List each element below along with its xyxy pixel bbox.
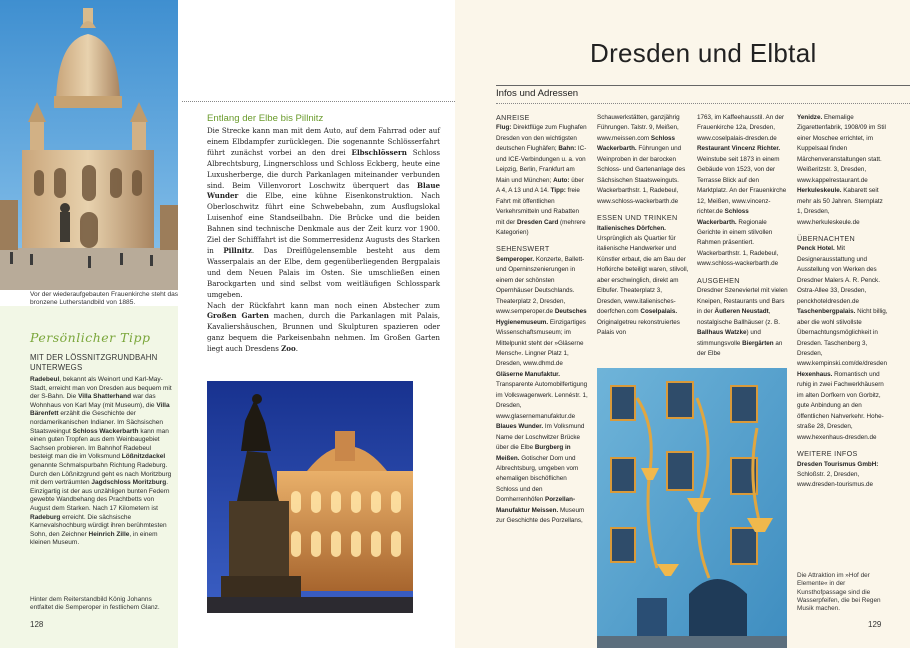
article-title: Entlang der Elbe bis Pillnitz [207, 113, 324, 124]
bold-term: Großen Garten [207, 311, 269, 321]
infos-rule-top [496, 85, 910, 86]
bold-term: Zoo [281, 344, 296, 354]
bold-term: Dresden Tourismus GmbH: [797, 460, 879, 468]
text-run: Schauwerkstätten, ganzjährig Führungen. Talstr. 9, Meißen, www.meissen.com [597, 114, 680, 142]
article-divider [182, 101, 455, 102]
text-run: Weinstube seit 1873 in einem Gebäude von 1523, von der Terrasse Blick auf den Marktplatz. An der Frauenkirche 12, Meißen, www.vincenz-richter.de [697, 155, 787, 216]
chapter-title: Dresden und Elbtal [590, 38, 817, 68]
bold-term: Gläserne Manufaktur. [496, 370, 561, 378]
bold-term: Auto: [553, 176, 570, 184]
bold-term: Schloss Wackerbarth. [597, 134, 676, 153]
bold-term: Elbschlössern [351, 147, 407, 157]
section-heading: ÜBERNACHTEN [797, 233, 856, 243]
bold-term: Flug: [496, 124, 512, 132]
bold-term: Schloss Wackerbarth [72, 427, 139, 435]
text-run: freie Fahrt mit öffentlichen Verkehrsmitteln und Rabatten mit der [496, 187, 580, 226]
bold-term: Deutsches Hygienemuseum. [496, 308, 587, 326]
bold-term: Italienisches Dörfchen. [597, 224, 666, 232]
text-run: ) und stimmungsvolle [697, 329, 761, 347]
text-run: Ehemalige Zigarettenfabrik, 1908/09 im Stil einer Moschee errichtet, im Kuppelsaal finden Märchenveranstaltungen statt. Weißeritzstr. 3, Dresden, www.kappelrestaurant.de [797, 114, 886, 184]
article-paragraph [207, 301, 440, 356]
bold-term: Porzellan-Manufaktur Meissen. [496, 496, 576, 514]
text-run: 1763, im Kaffeehausstil. An der Frauenkirche 12a, Dresden, www.coselpalais-dresden.de [697, 114, 785, 142]
caption-kunsthofpassage: Die Attraktion im »Hof der Elemente« in der Kunsthofpassage sind die Wasserpfeifen, die bei Regen Musik machen. [797, 572, 881, 613]
bold-term: Burgberg in Meißen. [496, 444, 571, 462]
caption-frauenkirche: Vor der wiederaufgebauten Frauenkirche steht das bronzene Lutherstandbild von 1885. [30, 291, 179, 307]
caption-semperoper: Hinter dem Reiterstandbild König Johanns entfaltet die Semperoper in festlichem Glanz. [30, 596, 160, 612]
bold-term: Taschenbergpalais. [797, 308, 856, 316]
text-run: . [295, 344, 299, 354]
bold-term: Semperoper. [496, 255, 535, 263]
text-run: machen, durch die Parkanlagen mit Palais, Kavaliershäuschen, Brunnen und Skulpturen spazieren oder ganz bequem die Parkeisenbahn nehmen. Im Großen Garten liegt auch Dresdens [207, 311, 440, 354]
semperoper-photo [207, 381, 413, 613]
text-run: Konzerte, Ballett- und Operninszenierungen in einem der schönsten Opernhäuser Deutschlands. Theaterplatz 2, Dresden, www.semperoper.de [496, 255, 585, 316]
text-run: an der Elbe [697, 339, 783, 357]
bold-term: Jagdschloss Moritzburg [91, 479, 167, 487]
text-run: Direktflüge zum Flughafen Dresden von den wichtigsten deutschen Flughäfen; [496, 124, 587, 153]
info-column-1 [496, 113, 588, 527]
text-run: Dresdner Szeneviertel mit vielen Kneipen, Restaurants und Bars in der [697, 287, 788, 316]
frauenkirche-photo [0, 0, 178, 290]
text-run: Gotischer Dom und Albrechtsburg, umgeben vom ehemaligen bischöflichen Schloss und den Domherrenhöfen [496, 454, 579, 504]
text-run: Die Strecke kann man mit dem Auto, auf dem Fahrrad oder auf einem Elbdampfer zurücklegen. Die sogenannte Schlösserfahrt führt zunächst vorbei an den drei [207, 126, 440, 157]
text-run: Nicht billig, aber die wohl stilvollste Übernachtungsmöglichkeit in Dresden. Taschenberg 3, Dresden, www.kempinski.com/de/dresden [797, 308, 888, 368]
infos-title: Infos und Adressen [496, 88, 579, 99]
text-run: Einzigartiges Wissenschaftsmuseum; im Mittelpunkt steht der »Gläserne Mensch«. Lingner Platz 1, Dresden, www.dhmd.de [496, 318, 586, 368]
text-run: Kabarett seit mehr als 50 Jahren. Sternplatz 1, Dresden, www.herkuleskeule.de [797, 187, 883, 226]
bold-term: Villa Shatterhand [78, 393, 132, 401]
bold-term: Villa Bärenfett [30, 401, 170, 418]
tipp-body [30, 376, 172, 548]
bold-term: Lößnitzdackel [121, 453, 166, 461]
bold-term: Hexenhaus. [797, 370, 833, 378]
bold-term: Coselpalais. [640, 308, 678, 316]
text-run: erreicht. Die sächsische Karnevalshochburg würdigt ihren berühmtesten Sohn, den Zeichner [30, 513, 167, 538]
text-run: Ursprünglich als Quartier für italienische Handwerker und Künstler erbaut, die am Bau der Hofkirche beteiligt waren, stilvoll, aber erschwinglich, direkt am Elbufer. Theaterplatz 3, Dresden, www.italienisches-doerfchen.com [597, 234, 689, 316]
section-heading: WEITERE INFOS [797, 449, 858, 459]
text-run: die Elbe, eine kühne Eisenkonstruktion. Nach Oberloschwitz führt eine Schwebebahn, zum Ausflugslokal Luisenhof eine Standseilbahn. Die Brücke und die beiden Bahnen sind technische Denkmale aus der Zeit kurz vor 1900. Ziel der Schifffahrt ist die Sommerresidenz Augusts des Starken in [207, 191, 440, 255]
tipp-heading [30, 353, 172, 372]
bold-term: Äußeren Neustadt [714, 308, 769, 316]
bold-term: Radeburg [30, 513, 61, 521]
text-run: Führungen und Weinproben in der barocken Schloss- und Gartenanlage des Sächsischen Staatsweinguts. Wackerbarthstr. 1, Radebeul, www.schloss-wackerbarth.de [597, 145, 686, 205]
text-run: Schloßstr. 2, Dresden, www.dresden-tourismus.de [797, 470, 873, 489]
text-run: , bekannt als Weinort und Karl-May-Stadt, erreicht man von Dresden aus bequem mit der S-Bahn. Die [30, 376, 172, 401]
text-run: Originalgetreu rekonstruiertes Palais von [597, 318, 680, 337]
text-run: , nostalgische Ballhäuser (z. B. [697, 308, 780, 326]
bold-term: Heinrich Zille [88, 530, 130, 538]
bold-term: Blaue Wunder [207, 180, 440, 201]
text-run: . Das Dreiflügelensemble besteht aus dem Wasserpalais an der Elbe, dem gegenüberliegenden Bergpalais und dem Neuen Palais im Osten. Sie umschließen einen Barockgarten und sind selbst vom weitläufigen Schlosspark umgeben. [207, 245, 441, 299]
text-run: , in einem kleinen Museum. [30, 530, 158, 547]
page-number-left: 128 [30, 620, 44, 629]
text-run: Museum zur Geschichte des Porzellans, [496, 506, 585, 525]
text-run: genannte Schmalspurbahn Richtung Radeburg. Durch den Lößnitzgrund geht es nach Moritzburg mit dem verträumten [30, 461, 172, 487]
section-heading: AUSGEHEN [697, 275, 740, 285]
text-run: erzählt die Geschichte der nordamerikanischen Indianer. Im Sächsischen Staatsweingut [30, 410, 163, 435]
bold-term: Dresden Card [517, 218, 559, 226]
text-run: kann man einen guten Tropfen aus dem Weinbaugebiet Sachsen probieren. Im Bahnhof Radebeul besteigt man die im Volksmund [30, 427, 169, 461]
tipp-title: Persönlicher Tipp [30, 330, 151, 345]
text-run: . Einzigartig ist der aus unzähligen bunten Federn gewebte Wandbehang des Prachtbetts von August dem Starken. Nach 17 Kilometern ist [30, 479, 170, 512]
info-column-4 [797, 113, 889, 491]
text-run: Romantisch und ruhig in zwei Fachwerkhäusern im alten Dorfkern von Gorbitz, gute Anbindung an den öffentlichen Nahverkehr. Hohestraße 28, Dresden, www.hexenhaus-dresden.de [797, 370, 884, 441]
text-run: war das Wohnhaus von Karl May (mit Museum), die [30, 393, 157, 409]
text-run: Regionale Gerichte in einem stilvollen Rahmen präsentiert. Wackerbarthstr. 1, Radebeul, www.schloss-wackerbarth.de [697, 218, 779, 268]
bold-term: Ballhaus Watzke [697, 329, 747, 337]
kunsthofpassage-photo [597, 368, 787, 648]
bold-term: Bahn: [558, 145, 577, 153]
bold-term: Penck Hotel. [797, 245, 835, 253]
text-run: Transparente Automobilfertigung im Volkswagenwerk. Lennéstr. 1, Dresden, www.glasernemanufaktur.de [496, 381, 588, 420]
info-column-2 [597, 113, 689, 339]
tipp-heading-line2: UNTERWEGS [30, 362, 83, 372]
text-run: Nach der Rückfahrt kann man noch einen Abstecher zum [207, 300, 440, 310]
text-run: Mit Designerausstattung und Ausstellung von Werken des Dresdner Malers A. R. Penck. Ostra-Allee 33, Dresden, penckhoteldresden.de [797, 245, 880, 305]
bold-term: Yenidze. [797, 114, 823, 121]
bold-term: Herkuleskeule. [797, 187, 842, 195]
section-heading: ESSEN UND TRINKEN [597, 213, 678, 223]
text-run: Schloss Albrechtsburg, Lingnerschloss und Schloss Eckberg, heute eine Luxusherberge, die durch Parkanlagen miteinander verbunden sind. Beim Villenvorort Loschwitz überquert das [207, 147, 440, 190]
section-heading: SEHENSWERT [496, 244, 550, 254]
section-heading: ANREISE [496, 113, 530, 122]
bold-term: Restaurant Vincenz Richter. [697, 145, 781, 153]
article-body [207, 126, 440, 355]
bold-term: Radebeul [30, 376, 60, 383]
infos-divider [496, 103, 910, 104]
bold-term: Schloss Wackerbarth. [697, 208, 749, 226]
bold-term: Tipp: [550, 187, 566, 195]
page-number-right: 129 [868, 620, 882, 629]
text-run: (mehrere Kategorien) [496, 218, 586, 236]
tipp-heading-line1: MIT DER LÖSSNITZGRUNDBAHN [30, 353, 158, 362]
bold-term: Pillnitz [223, 245, 252, 255]
info-column-3 [697, 113, 789, 359]
bold-term: Blaues Wunder. [496, 423, 544, 431]
text-run: über A 4, A 13 und A 14. [496, 176, 584, 195]
text-run: Im Volksmund Name der Loschwitzer Brücke über die Elbe [496, 423, 585, 452]
article-paragraph [207, 126, 440, 301]
text-run: IC- und ICE-Verbindungen u. a. von Leipzig, Berlin, Frankfurt am Main und München; [496, 145, 587, 184]
bold-term: Biergärten [742, 339, 774, 347]
